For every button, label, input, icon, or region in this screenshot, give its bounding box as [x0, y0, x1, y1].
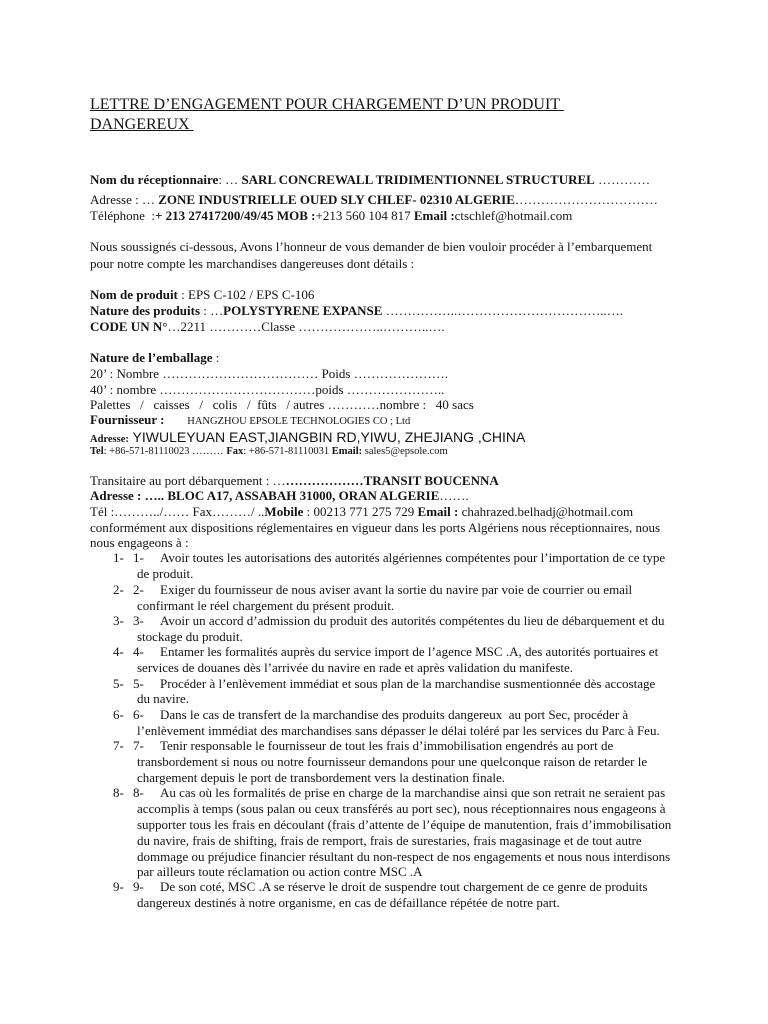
list-item-text: supporter tous les frais en découlant (frais d’attente de l’équipe de manutention, frais d’immobilisation	[137, 817, 672, 832]
intro-line-1: Nous soussignés ci-dessous, Avons l’honneur de vous demander de bien vouloir procéder à l’embarquement	[90, 239, 653, 254]
list-item-number: 6-	[113, 707, 124, 722]
list-item-text: Entamer les formalités auprès du service import de l’agence MSC .A, des autorités portuaires et	[160, 644, 659, 659]
list-item-subnumber: 7-	[133, 738, 144, 753]
product-code-label: CODE UN N°	[90, 319, 168, 334]
list-item-text: Dans le cas de transfert de la marchandise des produits dangereux au port Sec, procéder à	[160, 707, 629, 722]
packaging-label-separator: :	[212, 350, 220, 365]
product-nature-fill: ……………..……………………………..….	[382, 303, 623, 318]
list-item-text: de produit.	[137, 566, 194, 581]
list-item-text: Avoir un accord d’admission du produit des autorités compétentes du lieu de débarquement et du	[160, 613, 665, 628]
list-item-text: accomplis à temps (sous palan ou ceux transférés au port sec), nous réceptionnaires nous engageons à	[137, 801, 666, 816]
product-name-label: Nom de produit	[90, 287, 178, 302]
transit-tel-text: Tél :………../…… Fax………/ ..	[90, 504, 265, 519]
list-item-subnumber: 6-	[133, 707, 144, 722]
packaging-20ft-line: 20’ : Nombre ……………………………… Poids ………………….	[90, 366, 448, 381]
list-item-number: 1-	[113, 550, 124, 565]
list-item-text: par ailleurs toute réclamation ou action contre MSC .A	[137, 864, 423, 879]
engagement-intro-line-1: conformément aux dispositions réglementaires en vigueur dans les ports Algériens nous réceptionnaires, nous	[90, 520, 661, 535]
transit-contact-line	[90, 504, 633, 520]
supplier-tel-value: : +86-571-81110023 ………	[103, 446, 227, 457]
recipient-name-separator: : …	[218, 172, 242, 187]
list-item-text: De son coté, MSC .A se réserve le droit de suspendre tout chargement de ce genre de produits	[160, 879, 648, 894]
recipient-address-label: Adresse : …	[90, 192, 159, 207]
list-item-text: transbordement si nous ou notre fournisseur demandons pour une quelconque raison de retarder le	[137, 754, 648, 769]
list-item-text: du navire.	[137, 691, 189, 706]
list-item-text: Exiger du fournisseur de nous aviser avant la sortie du navire par voie de courrier ou email	[160, 582, 633, 597]
packaging-40ft-line: 40’ : nombre ………………………………poids …………………..	[90, 382, 445, 397]
list-item-text: confirmant le réel chargement du présent produit.	[137, 598, 395, 613]
recipient-address-value: ZONE INDUSTRIELLE OUED SLY CHLEF- 02310 ALGERIE	[158, 192, 515, 207]
transit-label: Transitaire au port débarquement : …	[90, 473, 286, 488]
list-item-subnumber: 4-	[133, 644, 144, 659]
intro-line-2: pour notre compte les marchandises dangereuses dont détails :	[90, 256, 415, 271]
product-name-line	[90, 287, 314, 303]
supplier-line	[90, 412, 410, 430]
supplier-label: Fournisseur :	[90, 412, 165, 427]
transit-address: Adresse : ….. BLOC A17, ASSABAH 31000, ORAN ALGERIE	[90, 488, 440, 503]
list-item-subnumber: 1-	[133, 550, 144, 565]
recipient-email-label: Email :	[413, 208, 455, 223]
supplier-fax-label: Fax	[226, 446, 244, 457]
list-item-number: 7-	[113, 738, 124, 753]
supplier-fax-value: : +86-571-81110031	[243, 446, 332, 457]
recipient-mobile-value: +213 560 104 817	[315, 208, 414, 223]
list-item-number: 3-	[113, 613, 124, 628]
list-item-text: Procéder à l’enlèvement immédiat et sous plan de la marchandise susmentionnée dès accostage	[160, 676, 656, 691]
list-item-text: l’enlèvement immédiat des marchandises sans dépasser le délai toléré par les services du Parc à Feu.	[137, 723, 660, 738]
list-item-text: Au cas où les formalités de prise en charge de la marchandise ainsi que son retrait ne seraient pas	[160, 785, 666, 800]
supplier-name: HANGZHOU EPSOLE TECHNOLOGIES CO ; Ltd	[187, 416, 411, 427]
product-nature-value: POLYSTYRENE EXPANSE	[223, 303, 383, 318]
list-item-text: chargement depuis le port de transbordement vers la destination finale.	[137, 770, 505, 785]
recipient-phone-line	[90, 208, 572, 224]
recipient-name-line	[90, 172, 650, 188]
transit-address-line	[90, 488, 469, 504]
packaging-pallets-line: Palettes / caisses / colis / fûts / autres …………nombre : 40 sacs	[90, 397, 474, 412]
list-item-number: 9-	[113, 879, 124, 894]
document-title-line-2: DANGEREUX	[90, 116, 194, 133]
list-item-text: Avoir toutes les autorisations des autorités algériennes compétentes pour l’importation de ce type	[160, 550, 666, 565]
product-code-value: …2211 …………Classe ………………..………..….	[167, 319, 445, 334]
supplier-contact-line	[90, 444, 448, 460]
list-item-subnumber: 3-	[133, 613, 144, 628]
transit-address-fill: …….	[439, 488, 469, 503]
product-nature-line	[90, 303, 623, 319]
transit-mobile-label: Mobile	[264, 504, 304, 519]
list-item-subnumber: 2-	[133, 582, 144, 597]
list-item-number: 2-	[113, 582, 124, 597]
supplier-email-value: sales5@epsole.com	[362, 446, 448, 457]
recipient-email-value: ctschlef@hotmail.com	[454, 208, 573, 223]
transit-name: ………………TRANSIT BOUCENNA	[285, 473, 499, 488]
recipient-address-line	[90, 192, 658, 208]
list-item-text: services de douanes dès l’arrivée du navire en rade et après validation du manifeste.	[137, 660, 574, 675]
product-nature-separator: : …	[200, 303, 224, 318]
recipient-phone-label: Téléphone :	[90, 208, 155, 223]
recipient-name-fill: …………	[594, 172, 651, 187]
recipient-name-value: SARL CONCREWALL TRIDIMENTIONNEL STRUCTUREL	[241, 172, 595, 187]
list-item-text: dommage ou préjudice financier résultant du non-respect de nos engagements et nous nous interdisons	[137, 849, 671, 864]
engagement-intro-line-2: nous engageons à :	[90, 535, 189, 550]
recipient-address-fill: ……………………………	[514, 192, 658, 207]
transit-mobile-value: : 00213 771 275 729	[303, 504, 418, 519]
supplier-email-label: Email:	[331, 446, 363, 457]
recipient-name-label: Nom du réceptionnaire	[90, 172, 219, 187]
list-item-text: Tenir responsable le fournisseur de tout les frais d’immobilisation engendrés au port de	[160, 738, 614, 753]
transit-email-label: Email :	[417, 504, 459, 519]
packaging-label: Nature de l’emballage	[90, 350, 213, 365]
packaging-label-line	[90, 350, 219, 366]
list-item-subnumber: 9-	[133, 879, 144, 894]
supplier-tel-label: Tel	[90, 446, 104, 457]
list-item-number: 4-	[113, 644, 124, 659]
list-item-number: 8-	[113, 785, 124, 800]
supplier-address-label: Adresse:	[90, 434, 129, 445]
list-item-number: 5-	[113, 676, 124, 691]
list-item-text: du navire, frais de shifting, frais de remport, frais de surestaries, frais magasinage et de tout autre	[137, 833, 642, 848]
product-code-line	[90, 319, 445, 335]
supplier-address-value: YIWULEYUAN EAST,JIANGBIN RD,YIWU, ZHEJIANG ,CHINA	[128, 429, 526, 445]
transit-line	[90, 473, 499, 489]
recipient-phone-value: + 213 27417200/49/45 MOB :	[154, 208, 316, 223]
list-item-text: stockage du produit.	[137, 629, 243, 644]
list-item-text: dangereux destinés à notre organisme, en cas de défaillance répétée de notre part.	[137, 895, 560, 910]
list-item-subnumber: 8-	[133, 785, 144, 800]
product-name-value: : EPS C-102 / EPS C-106	[177, 287, 315, 302]
list-item-subnumber: 5-	[133, 676, 144, 691]
document-title-line-1: LETTRE D’ENGAGEMENT POUR CHARGEMENT D’UN PRODUIT	[90, 96, 564, 113]
product-nature-label: Nature des produits	[90, 303, 201, 318]
transit-email-value: chahrazed.belhadj@hotmail.com	[458, 504, 634, 519]
